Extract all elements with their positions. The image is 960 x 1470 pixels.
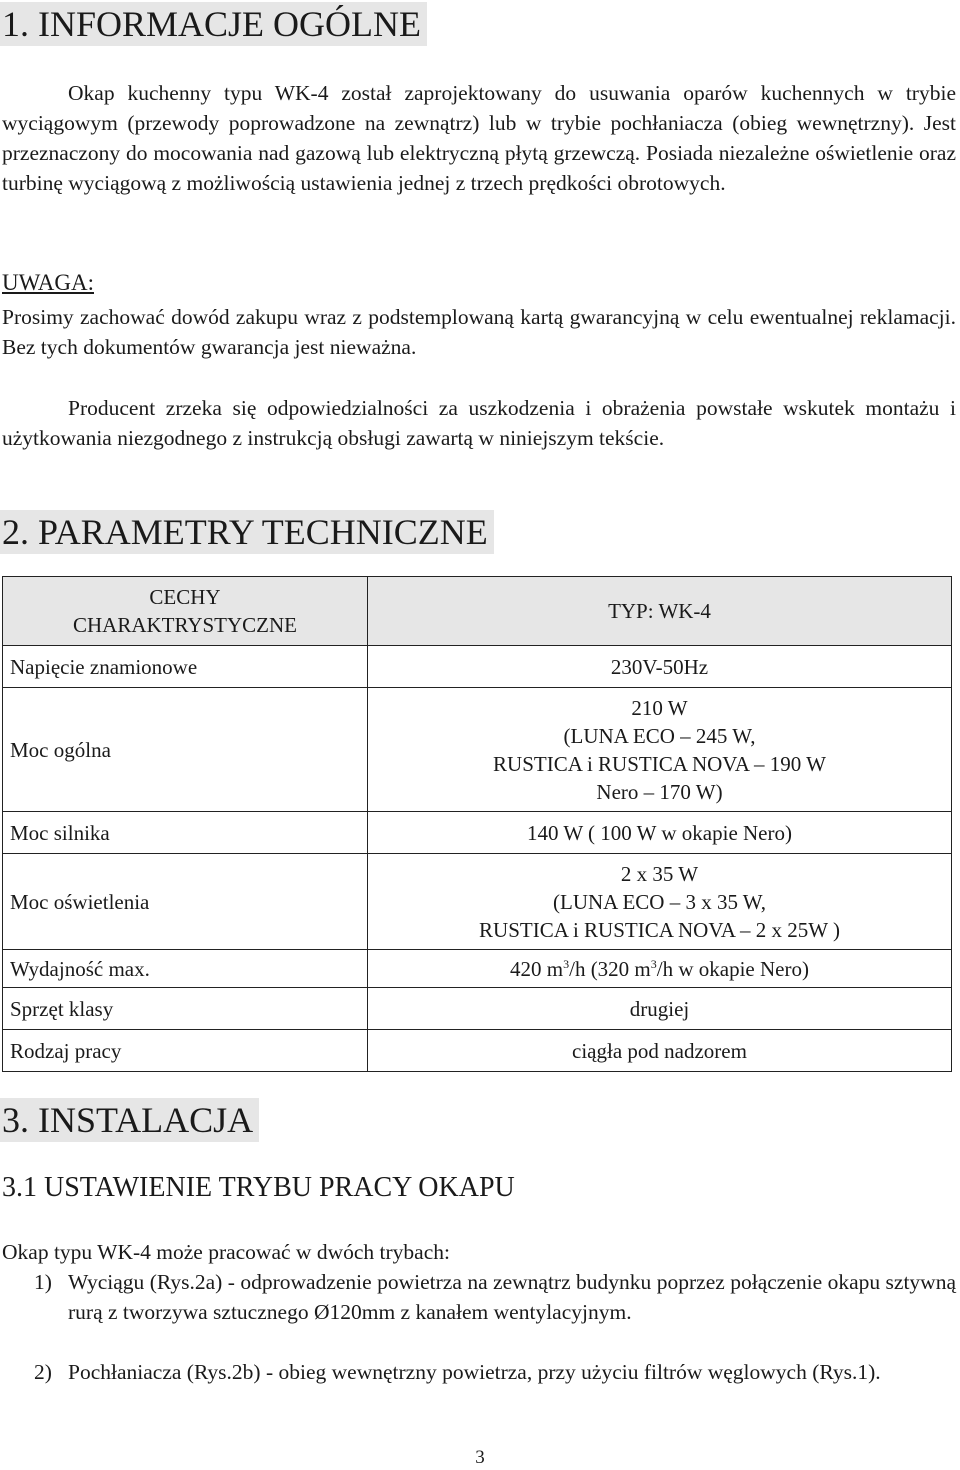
table-row [3,811,951,854]
row-value [367,688,951,812]
table-row [3,987,951,1030]
table-row [3,1029,951,1072]
row-label: Moc oświetlenia [10,890,150,914]
value-line: 2 x 35 W [620,862,699,886]
list-text: Wyciągu (Rys.2a) - odprowadzenie powietrza na zewnątrz budynku poprzez połączenie okapu sztywną rurą z tworzywa sztucznego Ø120mm z kanałem wentylacyjnym. [68,1270,956,1324]
header-type-cell: TYP: WK-4 [367,577,951,645]
section-2-heading: 2. PARAMETRY TECHNICZNE [0,510,494,554]
table-row [3,949,951,988]
value-part: 420 m [510,957,564,981]
header-features-line2: CHARAKTRYSTYCZNE [72,613,298,637]
row-value: 140 W ( 100 W w okapie Nero) [367,812,951,854]
superscript: 3 [563,957,570,971]
row-value [367,854,951,950]
section-3-heading: 3. INSTALACJA [0,1098,259,1142]
section-1-heading: 1. INFORMACJE OGÓLNE [0,2,427,46]
value-line: RUSTICA i RUSTICA NOVA – 190 W [493,752,826,776]
liability-paragraph: Producent zrzeka się odpowiedzialności za uszkodzenia i obrażenia powstałe wskutek montażu i użytkowania niezgodnego z instrukcją obsługi zawartą w niniejszym tekście. [2,396,956,450]
list-text: Pochłaniacza (Rys.2b) - obieg wewnętrzny powietrza, przy użyciu filtrów węglowych (Rys.1). [68,1360,881,1384]
technical-parameters-table [2,576,952,1072]
subsection-heading: 3.1 USTAWIENIE TRYBU PRACY OKAPU [2,1172,515,1203]
value-line: (LUNA ECO – 245 W, [563,724,756,748]
value-part: /h w okapie Nero) [656,957,809,981]
row-value: drugiej [367,988,951,1030]
warning-title: UWAGA: [2,270,94,295]
table-header-row [3,577,951,645]
intro-paragraph: Okap kuchenny typu WK-4 został zaprojektowany do usuwania oparów kuchennych w trybie wyciągowym (przewody poprowadzone na zewnątrz) lub w trybie pochłaniacza (obieg wewnętrzny). Jest przeznaczony do mocowania nad gazową lub elektryczną płytą grzewczą. Posiada niezależne oświetlenie oraz turbinę wyciągową z możliwością ustawienia jednej z trzech prędkości obrotowych. [2,81,956,195]
row-value [367,950,951,988]
value-line: 210 W [631,696,688,720]
value-part: /h (320 m [569,957,651,981]
row-label: Sprzęt klasy [10,997,114,1021]
table-row [3,853,951,950]
table-row [3,645,951,688]
header-features-line1: CECHY [149,585,221,609]
list-number: 2) [34,1360,52,1384]
row-label: Wydajność max. [10,957,150,981]
row-value: ciągła pod nadzorem [367,1030,951,1072]
value-line: RUSTICA i RUSTICA NOVA – 2 x 25W ) [479,918,840,942]
warning-text: Prosimy zachować dowód zakupu wraz z podstemplowaną kartą gwarancyjną w celu ewentualnej reklamacji. Bez tych dokumentów gwarancja jest nieważna. [2,305,956,359]
row-value: 230V-50Hz [367,646,951,688]
value-line: (LUNA ECO – 3 x 35 W, [553,890,766,914]
row-label: Rodzaj pracy [10,1039,122,1063]
value-line: Nero – 170 W) [596,780,723,804]
header-features-cell [3,577,367,645]
modes-intro: Okap typu WK-4 może pracować w dwóch trybach: [2,1240,450,1264]
list-number: 1) [34,1270,52,1294]
page-number: 3 [475,1447,485,1468]
row-label: Moc silnika [10,821,110,845]
superscript: 3 [650,957,657,971]
row-label: Napięcie znamionowe [10,655,198,679]
row-label: Moc ogólna [10,738,111,762]
table-row [3,687,951,812]
